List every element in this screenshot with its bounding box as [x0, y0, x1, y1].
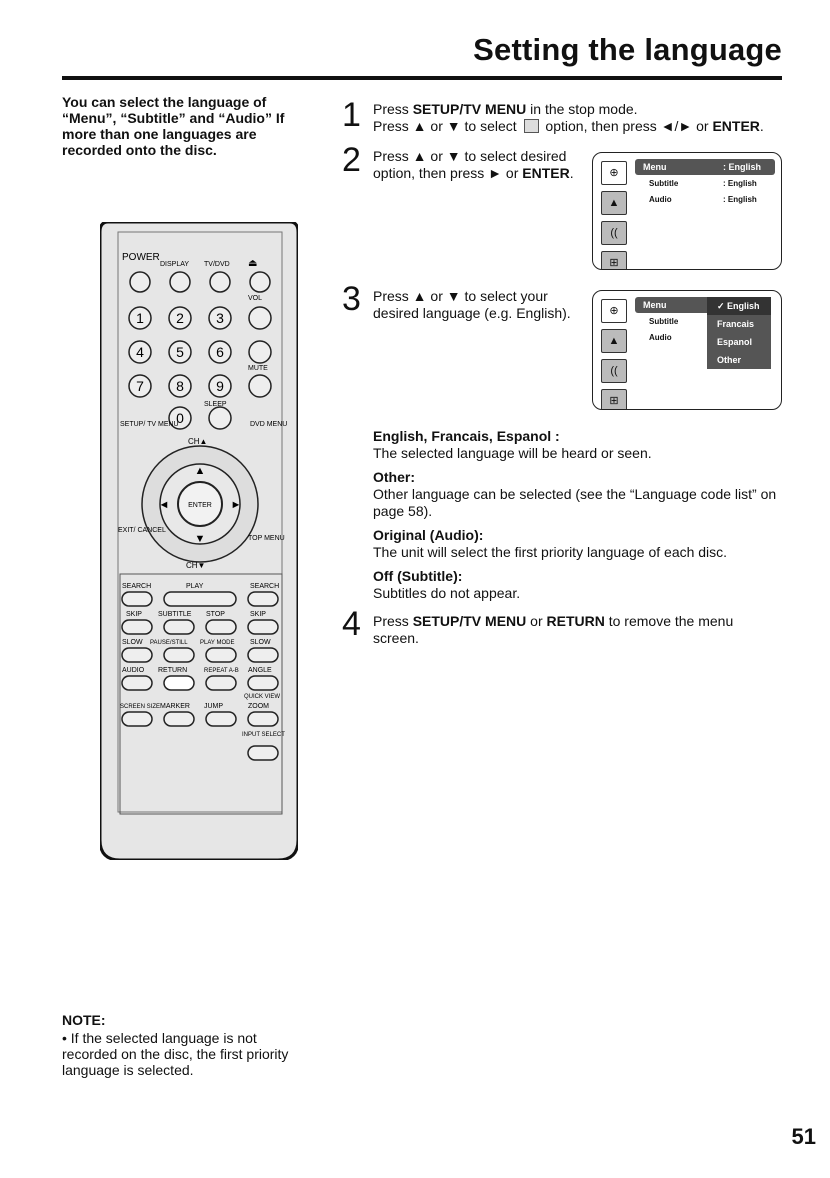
lang-body-original: The unit will select the first priority language of each disc.	[373, 544, 728, 560]
menu-row-audio-value: : English	[723, 195, 757, 204]
step-2-text: Press ▲ or ▼ to select desired option, then press ► or ENTER.	[373, 148, 574, 181]
remote-label-subtitle: SUBTITLE	[158, 611, 192, 618]
option-english[interactable]: ✓ English	[707, 297, 771, 315]
step-3-text: Press ▲ or ▼ to select your desired language (e.g. English).	[373, 288, 571, 321]
remote-label-return: RETURN	[158, 667, 188, 674]
remote-label-zoom: ZOOM	[248, 703, 269, 710]
remote-label-input: INPUT SELECT	[242, 732, 285, 738]
lang-body-efe: The selected language will be heard or seen.	[373, 445, 652, 461]
audio-icon: ((	[601, 221, 627, 245]
menu-row-audio: Audio	[649, 195, 672, 204]
remote-label-search-back: SEARCH	[122, 583, 152, 590]
language-menu-screen-2	[592, 290, 782, 410]
remote-label-play: PLAY	[186, 583, 204, 590]
remote-dpad	[142, 446, 258, 562]
menu-row-subtitle-value: : English	[723, 179, 757, 188]
note-body: • If the selected language is not recorded on the disc, the first priority language is selected.	[62, 1030, 289, 1078]
picture-icon: ▲	[601, 329, 627, 353]
remote-label-angle: ANGLE	[248, 667, 272, 674]
svg-text:⏏: ⏏	[248, 258, 258, 269]
picture-icon: ▲	[601, 191, 627, 215]
menu-row-subtitle: Subtitle	[649, 179, 679, 188]
audio-icon: ((	[601, 359, 627, 383]
remote-digit-5: 5	[176, 344, 184, 360]
remote-label-power: POWER	[122, 252, 160, 263]
step-4-text: Press SETUP/TV MENU or RETURN to remove the menu screen.	[373, 613, 734, 646]
remote-label-vol: VOL	[248, 295, 263, 302]
remote-label-quickview: QUICK VIEW	[244, 694, 281, 700]
intro-text: You can select the language of “Menu”, “Subtitle” and “Audio” If more than one languages are recorded onto the disc.	[62, 94, 285, 158]
lang-head-efe: English, Francais, Espanol :	[373, 428, 560, 444]
menu-row-selected: Menu : English	[635, 159, 775, 175]
step-number-1: 1	[342, 96, 361, 134]
remote-label-sleep: SLEEP	[204, 401, 227, 408]
menu-row-selected: Menu	[635, 297, 715, 313]
step-number-3: 3	[342, 280, 361, 318]
remote-label-jump: JUMP	[204, 703, 224, 710]
lang-body-off: Subtitles do not appear.	[373, 585, 521, 601]
page-number: 51	[791, 1124, 816, 1149]
remote-digit-8: 8	[176, 378, 184, 394]
remote-label-stop: STOP	[206, 611, 225, 618]
remote-digit-9: 9	[216, 378, 224, 394]
step-number-2: 2	[342, 141, 361, 179]
remote-digit-7: 7	[136, 378, 144, 394]
svg-text:►: ►	[230, 499, 242, 511]
parental-icon: ⊞	[601, 389, 627, 410]
remote-label-tvdvd: TV/DVD	[204, 261, 230, 268]
disc-icon: ⊕	[601, 161, 627, 185]
remote-label-search-fwd: SEARCH	[250, 583, 280, 590]
remote-label-skip-back: SKIP	[126, 611, 142, 618]
remote-label-repeat: REPEAT A-B	[204, 668, 239, 674]
lang-body-other: Other language can be selected (see the “Language code list” on page 58).	[373, 486, 777, 519]
remote-digit-4: 4	[136, 344, 144, 360]
remote-label-topmenu: TOP MENU	[248, 535, 285, 542]
remote-digit-3: 3	[216, 310, 224, 326]
remote-control-illustration	[100, 222, 298, 860]
svg-text:▲: ▲	[194, 465, 206, 477]
page-title: Setting the language	[473, 32, 782, 67]
remote-enter-label: ENTER	[188, 502, 212, 509]
remote-digit-1: 1	[136, 310, 144, 326]
lang-head-off: Off (Subtitle):	[373, 568, 463, 584]
lang-head-other: Other:	[373, 469, 415, 485]
option-other[interactable]: Other	[717, 355, 742, 365]
svg-text:◄: ◄	[158, 499, 170, 511]
remote-label-slow-back: SLOW	[122, 639, 143, 646]
svg-text:▼: ▼	[194, 533, 206, 545]
remote-digit-6: 6	[216, 344, 224, 360]
remote-label-pause: PAUSE/STILL	[150, 640, 188, 646]
lang-head-original: Original (Audio):	[373, 527, 484, 543]
remote-label-screensize: SCREEN SIZE	[120, 704, 161, 710]
option-espanol[interactable]: Espanol	[717, 337, 753, 347]
step-number-4: 4	[342, 605, 361, 643]
option-francais[interactable]: Francais	[717, 319, 755, 329]
remote-label-audio: AUDIO	[122, 667, 145, 674]
language-dropdown[interactable]	[707, 297, 771, 369]
remote-label-dvdmenu: DVD MENU	[250, 421, 288, 428]
remote-label-setup: SETUP/ TV MENU	[120, 421, 179, 428]
remote-digit-2: 2	[176, 310, 184, 326]
parental-icon: ⊞	[601, 251, 627, 270]
note-title: NOTE:	[62, 1012, 106, 1028]
disc-icon: ⊕	[601, 299, 627, 323]
menu-row-audio: Audio	[649, 333, 672, 342]
remote-label-mute: MUTE	[248, 365, 268, 372]
remote-label-slow-fwd: SLOW	[250, 639, 271, 646]
remote-label-playmode: PLAY MODE	[200, 640, 235, 646]
setup-icon	[524, 119, 539, 133]
remote-label-marker: MARKER	[160, 703, 190, 710]
remote-label-chup: CH▲	[188, 437, 208, 446]
title-rule	[62, 76, 782, 80]
step-1-text: Press SETUP/TV MENU in the stop mode. Press ▲ or ▼ to select option, then press ◄/► or ENTER.	[373, 101, 764, 134]
menu-row-subtitle: Subtitle	[649, 317, 679, 326]
remote-digit-0: 0	[176, 410, 184, 426]
remote-label-chdown: CH▼	[186, 561, 206, 570]
remote-label-display: DISPLAY	[160, 261, 190, 268]
remote-label-skip-fwd: SKIP	[250, 611, 266, 618]
remote-label-exit: EXIT/ CANCEL	[118, 527, 166, 534]
language-menu-screen-1	[592, 152, 782, 270]
